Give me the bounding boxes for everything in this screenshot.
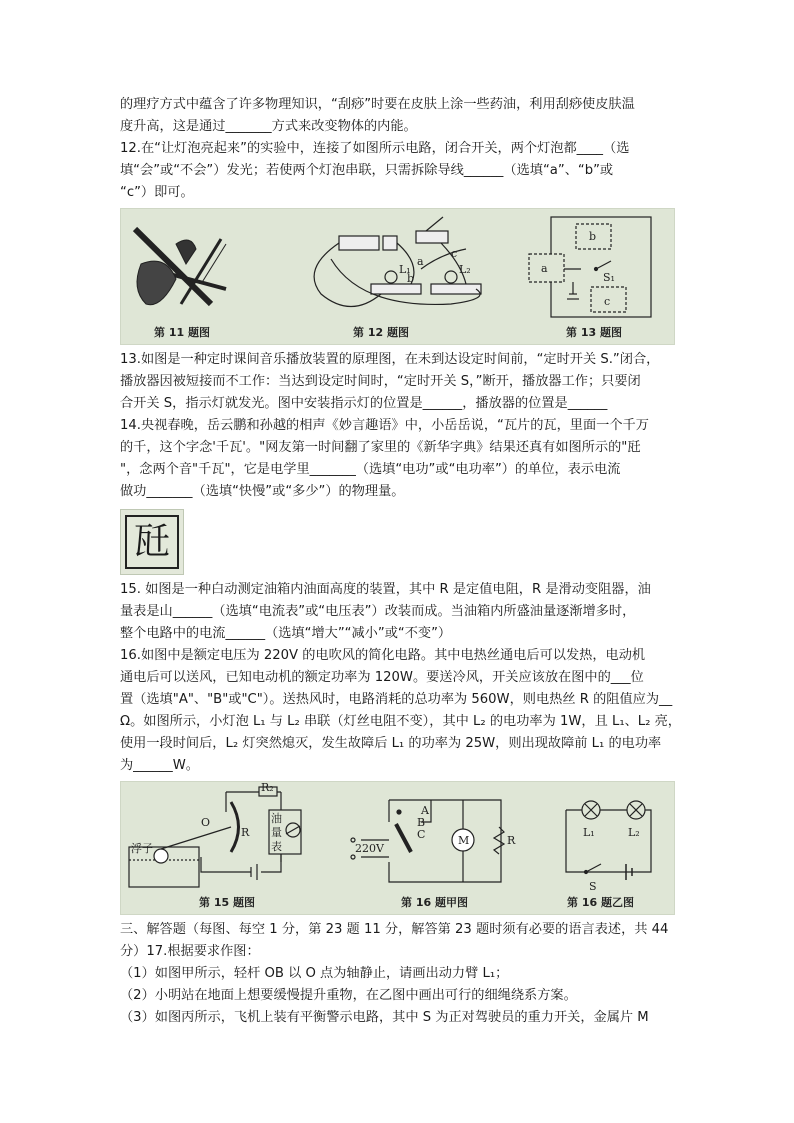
figure-16b-circuit [566, 801, 651, 880]
caption-fig-15: 第 15 题图 [199, 896, 255, 909]
svg-text:a: a [541, 262, 548, 275]
stamp-character: 瓩 [125, 515, 179, 569]
svg-text:S: S [589, 880, 597, 893]
svg-text:c: c [604, 295, 611, 308]
caption-fig-11: 第 11 题图 [154, 326, 210, 339]
svg-text:L₁: L₁ [399, 263, 411, 276]
section-3-line: 三、解答题（每图、每空 1 分，第 23 题 11 分，解答第 23 题时须有必要的语言表述，共 44 [120, 922, 669, 937]
caption-fig-16b: 第 16 题乙图 [567, 896, 634, 909]
question-14-line: 14.央视春晚，岳云鹏和孙越的相声《妙言趣语》中，小岳岳说，“瓦片的瓦，里面一个千万 [120, 418, 649, 433]
svg-text:C: C [417, 828, 426, 841]
svg-text:A: A [421, 804, 429, 817]
svg-text:R: R [507, 834, 516, 847]
svg-text:R: R [241, 826, 250, 839]
question-17-line: （1）如图甲所示，轻杆 OB 以 O 点为轴静止，请画出动力臂 L₁； [120, 966, 509, 981]
svg-text:量: 量 [271, 826, 282, 839]
caption-fig-16a: 第 16 题甲图 [401, 896, 468, 909]
svg-text:表: 表 [271, 840, 282, 853]
caption-fig-13: 第 13 题图 [566, 326, 622, 339]
character-stamp-image [120, 509, 184, 575]
question-15-line: 整个电路中的电流______（选填“增大”“减小”或“不变”） [120, 626, 452, 641]
svg-text:O: O [201, 816, 211, 829]
svg-text:油: 油 [271, 812, 282, 825]
paragraph-line: 度升高，这是通过_______方式来改变物体的内能。 [120, 119, 417, 134]
question-16-line: 置（选填"A"、"B"或"C"）。送热风时，电路消耗的总功率为 560W，则电热丝 R 的阻值应为__ [120, 692, 673, 707]
question-13-line: 合开关 S，指示灯就发光。图中安装指示灯的位置是______，播放器的位置是______ [120, 396, 608, 411]
question-13-line: 播放器因被短接而不工作：当达到设定时间时，“定时开关 S，”断开，播放器工作；只要闭 [120, 374, 641, 389]
question-16-line: 通电后可以送风，已知电动机的额定功率为 120W。要送冷风，开关应该放在图中的___位 [120, 670, 644, 685]
svg-text:220V: 220V [355, 842, 384, 855]
svg-text:R₂: R₂ [261, 782, 274, 794]
question-17-line: （3）如图丙所示，飞机上装有平衡警示电路，其中 S 为正对驾驶员的重力开关，金属片 M [120, 1010, 649, 1025]
question-14-line: 做功_______（选填“快慢”或“多少”）的物理量。 [120, 484, 405, 499]
question-16-line: 为______W。 [120, 758, 199, 773]
question-12-line: “c”）即可。 [120, 185, 194, 200]
question-12-line: 填“会”或“不会”）发光；若使两个灯泡串联，只需拆除导线______（选填“a”、“b”或 [120, 163, 614, 178]
svg-text:L₂: L₂ [459, 263, 471, 276]
svg-text:浮子: 浮子 [131, 842, 153, 855]
figure-12-circuit [314, 217, 481, 307]
question-14-line: 的千，这个字念'千瓦'。"网友第一时间翻了家里的《新华字典》结果还真有如图所示的"瓩 [120, 440, 641, 455]
paragraph-line: 的理疗方式中蕴含了许多物理知识，“刮痧”时要在皮肤上涂一些药油，利用刮痧使皮肤温 [120, 97, 635, 112]
figure-strip-11-13 [120, 208, 675, 345]
svg-text:L₁: L₁ [583, 826, 595, 839]
question-12-line: 12.在“让灯泡亮起来”的实验中，连接了如图所示电路，闭合开关，两个灯泡都____（选 [120, 141, 630, 156]
figure-strip-15-16 [120, 781, 675, 915]
question-14-line: "，念两个音"千瓦"，它是电学里_______（选填“电功”或“电功率”）的单位，表示电流 [120, 462, 621, 477]
section-3-line: 分）17.根据要求作图： [120, 944, 260, 959]
caption-fig-12: 第 12 题图 [353, 326, 409, 339]
svg-text:M: M [458, 834, 470, 847]
question-15-line: 量表是山______（选填“电流表”或“电压表”）改装而成。当油箱内所盛油量逐渐增多时， [120, 604, 636, 619]
question-16-line: 使用一段时间后，L₂ 灯突然熄灭，发生故障后 L₁ 的功率为 25W，则出现故障前 L₁ 的电功率 [120, 736, 662, 751]
svg-text:L₂: L₂ [628, 826, 640, 839]
svg-text:c: c [451, 247, 458, 260]
svg-text:B: B [417, 816, 426, 829]
svg-text:b: b [589, 230, 597, 243]
document-page [120, 94, 681, 1029]
figure-11-illustration [135, 229, 226, 305]
svg-text:a: a [417, 255, 424, 268]
svg-text:S₁: S₁ [603, 271, 615, 284]
question-16-line: Ω。如图所示，小灯泡 L₁ 与 L₂ 串联（灯丝电阻不变），其中 L₂ 的电功率为 1W，且 L₁、L₂ 亮， [120, 714, 681, 729]
question-17-line: （2）小明站在地面上想要缓慢提升重物，在乙图中画出可行的细绳绕系方案。 [120, 988, 577, 1003]
question-13-line: 13.如图是一种定时课间音乐播放装置的原理图，在未到达设定时间前，“定时开关 S.”闭合， [120, 352, 660, 367]
question-16-line: 16.如图中是额定电压为 220V 的电吹风的简化电路。其中电热丝通电后可以发热，电动机 [120, 648, 646, 663]
question-15-line: 15. 如图是一种白动测定油箱内油面高度的装置，其中 R 是定值电阻，R 是滑动变阻器，油 [120, 582, 651, 597]
svg-text:b: b [407, 272, 415, 285]
